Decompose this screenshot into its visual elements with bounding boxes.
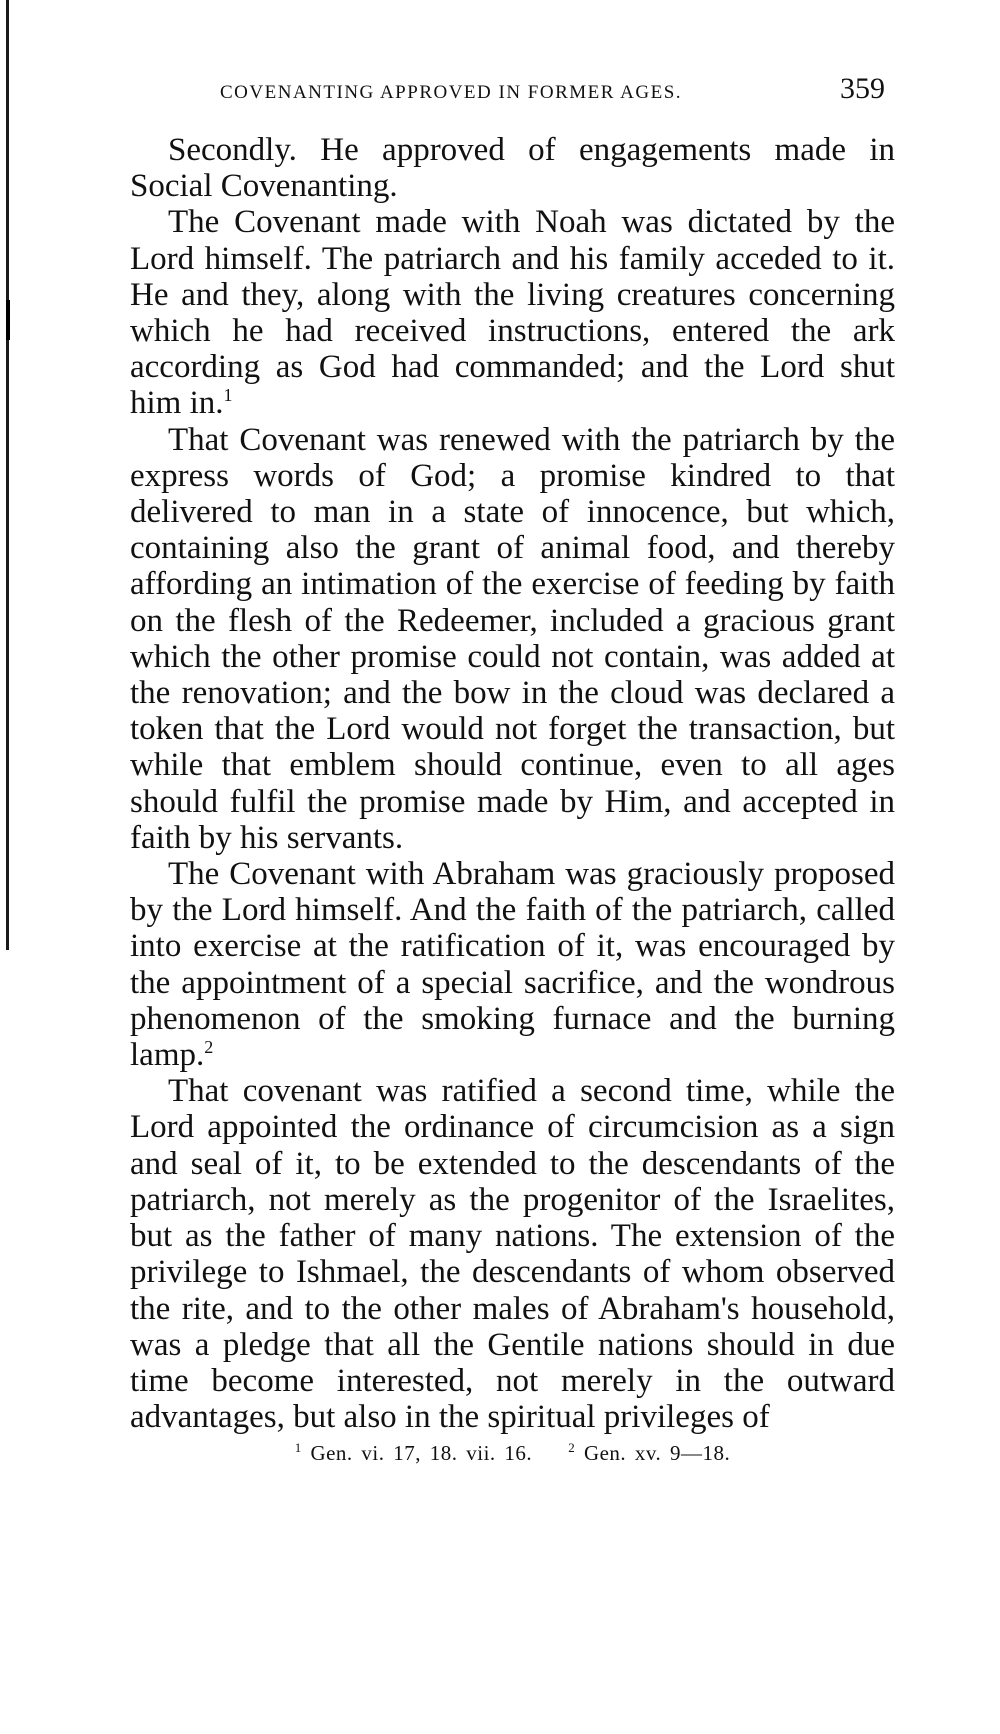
footnote (295, 1441, 533, 1465)
footnote-marker: 2 (204, 1037, 214, 1058)
footnote (568, 1441, 730, 1465)
page-binding-edge (6, 0, 9, 950)
running-title: COVENANTING APPROVED IN FORMER AGES. (220, 82, 683, 103)
paragraph (130, 856, 895, 1073)
paragraph (130, 204, 895, 421)
paragraph-text: That covenant was ratified a second time, while the Lord appointed the ordinance of circumcision as a sign and seal of it, to be extended to the descendants of the patriarch, not merely as the progenitor of the Israelites, but as the father of many nations. The extension of the privilege to Ishmael, the descendants of whom observed the rite, and to the other males of Abraham's household, was a pledge that all the Gentile nations should in due time become interested, not merely in the outward advantages, but also in the spiritual privileges of (130, 1073, 895, 1436)
page-number: 359 (840, 72, 885, 105)
footnote-marker: 1 (223, 385, 233, 406)
footnote-text: Gen. vi. 17, 18. vii. 16. (301, 1441, 533, 1466)
paragraph (130, 1073, 895, 1435)
paragraph-text: The Covenant made with Noah was dictated by the Lord himself. The patriarch and his family acceded to it. He and they, along with the living creatures concerning which he had received instructions, entered the ark according as God had commanded; and the Lord shut him in. (130, 204, 895, 422)
footnote-number: 2 (568, 1440, 576, 1456)
footnote-number: 1 (294, 1440, 302, 1456)
paragraph-text: The Covenant with Abraham was graciously proposed by the Lord himself. And the faith of the patriarch, called into exercise at the ratification of it, was encouraged by the appointment of a special sacrifice, and the wondrous phenomenon of the smoking furnace and the burning lamp. (130, 856, 895, 1074)
paragraph (130, 132, 895, 204)
footnote-text: Gen. xv. 9—18. (575, 1441, 731, 1466)
footnotes (130, 1441, 895, 1466)
book-page (130, 72, 895, 1466)
body-text (130, 132, 895, 1435)
running-head (220, 72, 895, 122)
page-binding-mark (6, 300, 10, 340)
paragraph-text: Secondly. He approved of engagements made in Social Covenanting. (130, 132, 895, 205)
paragraph (130, 422, 895, 856)
paragraph-text: That Covenant was renewed with the patriarch by the express words of God; a promise kindred to that delivered to man in a state of innocence, but which, containing also the grant of animal food, and thereby affording an intimation of the exercise of feeding by faith on the flesh of the Redeemer, included a gracious grant which the other promise could not contain, was added at the renovation; and the bow in the cloud was declared a token that the Lord would not forget the transaction, but while that emblem should continue, even to all ages should fulfil the promise made by Him, and accepted in faith by his servants. (130, 421, 895, 856)
